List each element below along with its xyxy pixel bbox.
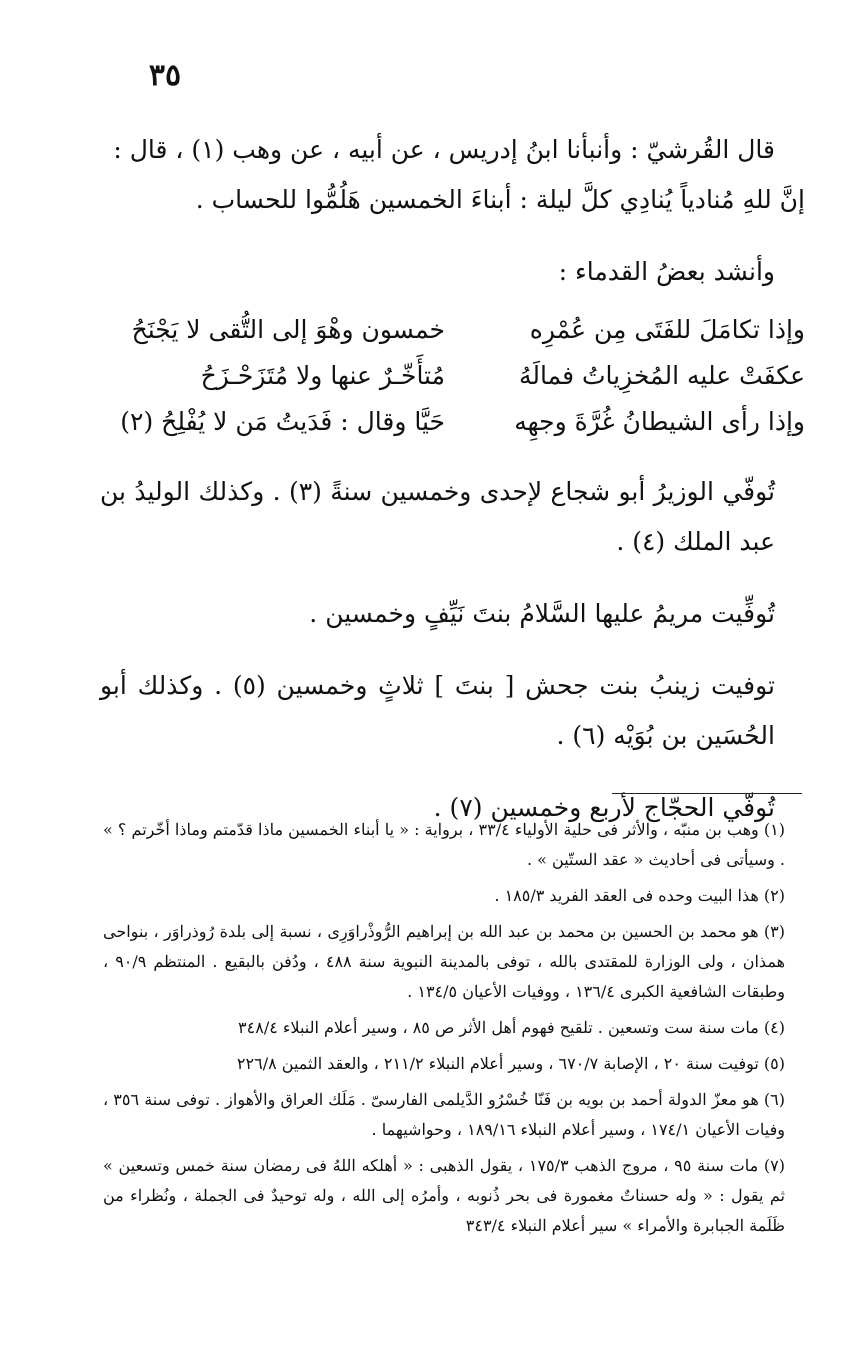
verse-1 xyxy=(100,307,805,353)
verse-2-first-hemistich: عكفَتْ عليه المُخزِياتُ فمالَهُ xyxy=(519,361,805,390)
footnote-6: (٦) هو معزّ الدولة أحمد بن بويه بن فَنّا خُسْرُو الدَّيلمى الفارسىّ . مَلَك العراق والأهواز . توفى سنة ٣٥٦ ، وفيات الأعيان ١٧٤/١ ، وسير أعلام النبلاء ١٨٩/١٦ ، وحواشيهما . xyxy=(103,1090,786,1139)
verse-2 xyxy=(100,353,805,399)
verse-3 xyxy=(100,399,805,445)
paragraph-6: تُوفّي الحجّاج لأربع وخمسين (٧) . xyxy=(433,793,775,822)
poem-intro: وأنشد بعضُ القدماء : xyxy=(558,257,775,286)
paragraph-1-line-2: إنَّ للهِ مُنادياً يُنادِي كلَّ ليلة : أبناءَ الخمسين هَلُمُّوا للحساب . xyxy=(195,185,805,214)
footnote-5: (٥) توفيت سنة ٢٠ ، الإصابة ٦٧٠/٧ ، وسير أعلام النبلاء ٢١١/٢ ، والعقد الثمين ٢٢٦/٨ xyxy=(236,1054,785,1073)
verse-3-second-hemistich: حَيَّا وقال : فَدَيتُ مَن لا يُفْلِحُ (٢) xyxy=(120,407,445,436)
paragraph-4: تُوفِّيت مريمُ عليها السَّلامُ بنتَ نَيِّفٍ وخمسين . xyxy=(309,599,775,628)
verse-2-second-hemistich: مُتأَخّـرٌ عنها ولا مُتَزَحْـزَحُ xyxy=(200,361,445,390)
footnote-7: (٧) مات سنة ٩٥ ، مروج الذهب ١٧٥/٣ ، يقول الذهبى : « أهلكه اللهُ فى رمضان سنة خمس وتسعين » ثم يقول : « وله حسناتٌ مغمورة فى بحر ذُنوبه ، وأمرُه إلى الله ، وله توحيدٌ فى الجملة ، ونُظراء من ظَلَمة الجبابرة والأمراء » سير أعلام النبلاء ٣٤٣/٤ xyxy=(103,1156,785,1235)
poem xyxy=(100,307,805,445)
footnote-3: (٣) هو محمد بن الحسين بن محمد بن عبد الله بن إبراهيم الرُّوذْراوَرِى ، نسبة إلى بلدة رُوذراوَر ، بنواحى همذان ، ولى الوزارة للمقتدى بالله ، توفى بالمدينة النبوية سنة ٤٨٨ ، ودُفن بالبقيع . المنتظم ٩٠/٩ ، وطبقات الشافعية الكبرى ١٣٦/٤ ، ووفيات الأعيان ١٣٤/٥ . xyxy=(103,922,786,1001)
footnote-1: (١) وهب بن منبّه ، والأثر فى حلية الأولياء ٣٣/٤ ، برواية : « يا أبناء الخمسين ماذا قدّمتم وماذا أخّرتم ؟ » . وسيأتى فى أحاديث « عقد الستّين » . xyxy=(103,820,785,869)
footnote-4: (٤) مات سنة ست وتسعين . تلقيح فهوم أهل الأثر ص ٨٥ ، وسير أعلام النبلاء ٣٤٨/٤ xyxy=(238,1018,785,1037)
paragraph-1-line-1: قال القُرشيّ : وأنبأنا ابنُ إدريس ، عن أبيه ، عن وهب (١) ، قال : xyxy=(113,135,775,164)
page-number: ٣٥ xyxy=(148,58,182,93)
verse-1-second-hemistich: خمسون وهْوَ إلى التُّقى لا يَجْنَحُ xyxy=(131,315,445,344)
footnote-2: (٢) هذا البيت وحده فى العقد الفريد ١٨٥/٣ . xyxy=(494,886,785,905)
main-text xyxy=(100,125,805,833)
verse-3-first-hemistich: وإذا رأى الشيطانُ غُرَّةَ وجهِه xyxy=(514,407,805,436)
paragraph-3: تُوفّي الوزيرُ أبو شجاع لإحدى وخمسين سنةً (٣) . وكذلك الوليدُ بن عبد الملك (٤) . xyxy=(100,477,776,556)
footnote-separator xyxy=(612,793,802,794)
footnotes xyxy=(103,815,805,1247)
verse-1-first-hemistich: وإذا تكامَلَ للفَتَى مِن عُمْرِه xyxy=(529,315,805,344)
paragraph-5: توفيت زينبُ بنت جحش [ بنتَ ] ثلاثٍ وخمسين (٥) . وكذلك أبو الحُسَين بن بُوَيْه (٦) . xyxy=(100,671,775,750)
